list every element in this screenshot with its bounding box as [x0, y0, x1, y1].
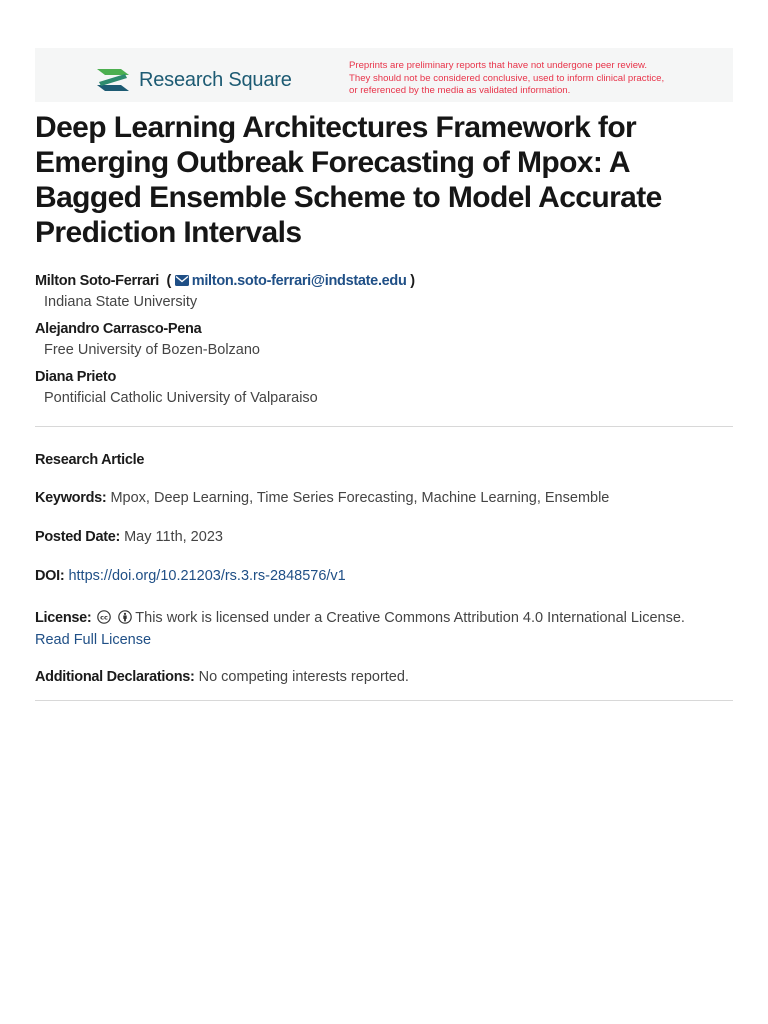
author-affiliation: Free University of Bozen-Bolzano [44, 342, 260, 358]
license-text: This work is licensed under a Creative Commons Attribution 4.0 International License. [135, 610, 685, 626]
posted-date-value: May 11th, 2023 [124, 529, 223, 545]
doi-label: DOI: [35, 568, 65, 584]
author-affiliation: Indiana State University [44, 294, 198, 310]
author-name: Milton Soto-Ferrari [35, 273, 159, 289]
read-full-license-link[interactable]: Read Full License [35, 632, 152, 648]
attribution-icon [118, 610, 132, 624]
preprint-disclaimer [349, 60, 709, 98]
author-name: Alejandro Carrasco-Pena [35, 321, 202, 337]
disclaimer-line: or referenced by the media as validated information. [349, 85, 571, 96]
svg-text:cc: cc [100, 613, 109, 622]
email-wrapper: ( milton.soto-ferrari@indstate.edu ) [162, 273, 415, 289]
declarations-label: Additional Declarations: [35, 669, 195, 685]
creative-commons-icon [97, 610, 111, 624]
preprint-banner [35, 48, 733, 102]
article-type-label: Research Article [35, 452, 145, 468]
keywords-label: Keywords: [35, 490, 107, 506]
research-square-logo-icon [95, 65, 131, 95]
disclaimer-line: Preprints are preliminary reports that have not undergone peer review. [349, 60, 648, 71]
envelope-icon [175, 275, 189, 286]
section-divider [35, 426, 733, 427]
logo-text: Research Square [139, 68, 292, 91]
declarations-value: No competing interests reported. [198, 669, 409, 685]
author-item [35, 367, 735, 413]
author-item [35, 271, 735, 317]
posted-date-label: Posted Date: [35, 529, 121, 545]
keywords-row [35, 490, 733, 506]
author-affiliation: Pontificial Catholic University of Valparaiso [44, 390, 318, 406]
posted-date-row [35, 529, 733, 545]
doi-link[interactable]: https://doi.org/10.21203/rs.3.rs-2848576/v1 [68, 568, 346, 584]
license-label: License: [35, 610, 92, 626]
author-list [35, 271, 735, 415]
author-name: Diana Prieto [35, 369, 117, 385]
article-type [35, 452, 733, 468]
keywords-value: Mpox, Deep Learning, Time Series Forecasting, Machine Learning, Ensemble [110, 490, 610, 506]
paper-title: Deep Learning Architectures Framework for Emerging Outbreak Forecasting of Mpox: A Bagged Ensemble Scheme to Model Accurate Prediction Intervals [35, 111, 662, 249]
doi-row [35, 568, 733, 584]
disclaimer-line: They should not be considered conclusive, used to inform clinical practice, [349, 72, 665, 84]
declarations-row [35, 669, 733, 685]
author-email-link[interactable]: milton.soto-ferrari@indstate.edu [191, 273, 407, 289]
research-square-logo[interactable] [95, 65, 292, 95]
section-divider [35, 700, 733, 701]
author-item [35, 319, 735, 365]
license-row [35, 607, 733, 651]
